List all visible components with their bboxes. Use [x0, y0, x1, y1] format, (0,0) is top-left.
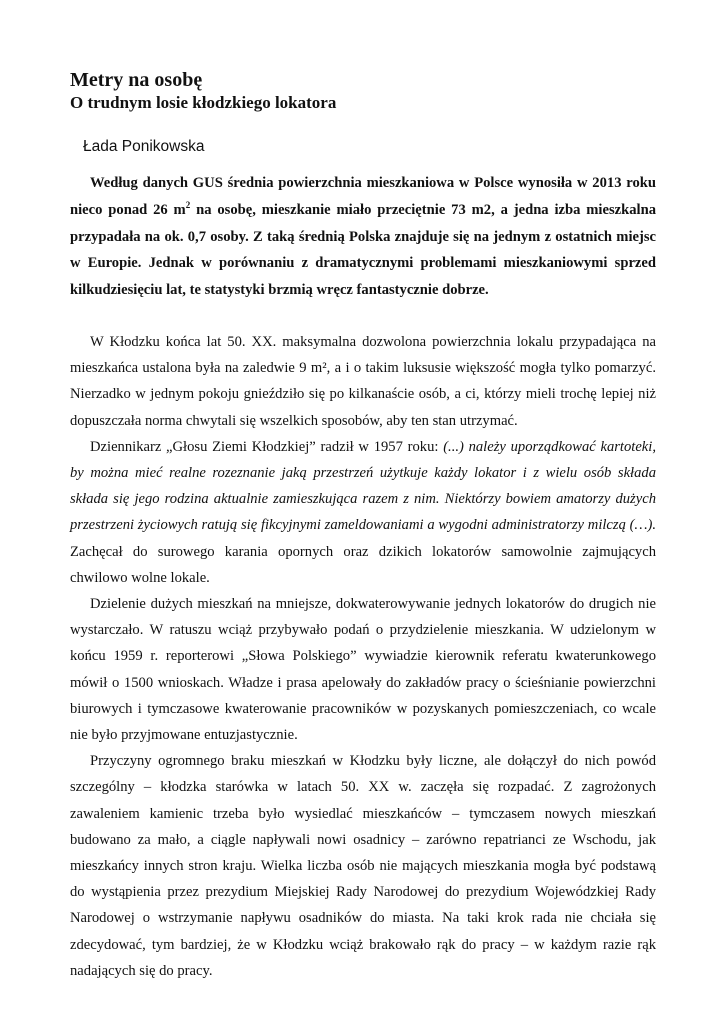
lead-text-2: na osobę, mieszkanie miało przeciętnie 73 m2, a jedna izba mieszkalna przypadała na ok. 0,7 osoby. Z taką średnią Polska znajduje się na jednym z ostatnich miejsc w Europie. Jednak w porównaniu z dramatycznymi problemami mieszkaniowymi sprzed kilkudziesięciu lat, te statystyki brzmią wręcz fantastycznie dobrze. [70, 201, 657, 299]
lead-superscript: 2 [185, 199, 191, 210]
paragraph-1: W Kłodzku końca lat 50. XX. maksymalna dozwolona powierzchnia lokalu przypadająca na mieszkańca ustalona była na zaledwie 9 m², a i o takim luksusie większość mogła tylko pomarzyć. Nierzadko w jednym pokoju gnieździło się po kilkanaście osób, a ci, którzy mieli trochę lepiej niż dopuszczała norma chwytali się wszelkich sposobów, aby ten stan utrzymać. [70, 333, 656, 429]
paragraph-2-text-2: Zachęcał do surowego karania opornych oraz dzikich lokatorów samowolnie zajmujących chwilowo wolne lokale. [70, 543, 656, 586]
lead-text-1: Według danych GUS średnia powierzchnia mieszkaniowa w Polsce wynosiła w 2013 roku nieco ponad 26 m [70, 175, 656, 218]
article-title: Metry na osobę [70, 69, 203, 91]
paragraph-2 [70, 434, 656, 591]
article-lead [70, 170, 656, 304]
paragraph-3: Dzielenie dużych mieszkań na mniejsze, dokwaterowywanie jednych lokatorów do drugich nie wystarczało. W ratuszu wciąż przybywało podań o przydzielenie mieszkania. W udzielonym w końcu 1959 r. reporterowi „Słowa Polskiego” wywiadzie kierownik referatu kwaterunkowego mówił o 1500 wnioskach. Władze i prasa apelowały do zakładów pracy o ścieśnianie powierzchni biurowych i tymczasowe kwaterowanie pracowników w pozyskanych pomieszczeniach, co wcale nie było przyjmowane entuzjastycznie. [70, 596, 656, 744]
paragraph-4: Przyczyny ogromnego braku mieszkań w Kłodzku były liczne, ale dołączył do nich powód szczególny – kłodzka starówka w latach 50. XX w. zaczęła się rozpadać. Z zagrożonych zawaleniem kamienic trzeba było wysiedlać mieszkańców – tymczasem nowych mieszkań budowano za mało, a ciągle napływali nowi osadnicy – zarówno repatrianci ze Wschodu, jak mieszkańcy innych stron kraju. Wielka liczba osób nie mających mieszkania mogła być podstawą do wystąpienia przez prezydium Miejskiej Rady Narodowej do prezydium Wojewódzkiej Rady Narodowej o wstrzymanie napływu osadników do miasta. Na taki krok rada nie chciała się zdecydować, tym bardziej, że w Kłodzku wciąż brakowało rąk do pracy – w każdym razie rąk nadających się do pracy. [70, 753, 656, 979]
document-page [70, 68, 656, 984]
paragraph-2-text-1: Dziennikarz „Głosu Ziemi Kłodzkiej” radził w 1957 roku: [90, 438, 444, 455]
article-subtitle: O trudnym losie kłodzkiego lokatora [70, 93, 337, 112]
article-author: Łada Ponikowska [83, 138, 205, 155]
paragraph-2-quote: (...) należy uporządkować kartoteki, by można mieć realne rozeznanie jaką przestrzeń użytkuje każdy lokator i z wielu osób składa składa się jego rodzina aktualnie zamieszkująca razem z nim. Niektórzy bowiem amatorzy dużych przestrzeni życiowych ratują się fikcyjnymi zameldowaniami a wygodni administratorzy milczą (…). [70, 438, 656, 534]
